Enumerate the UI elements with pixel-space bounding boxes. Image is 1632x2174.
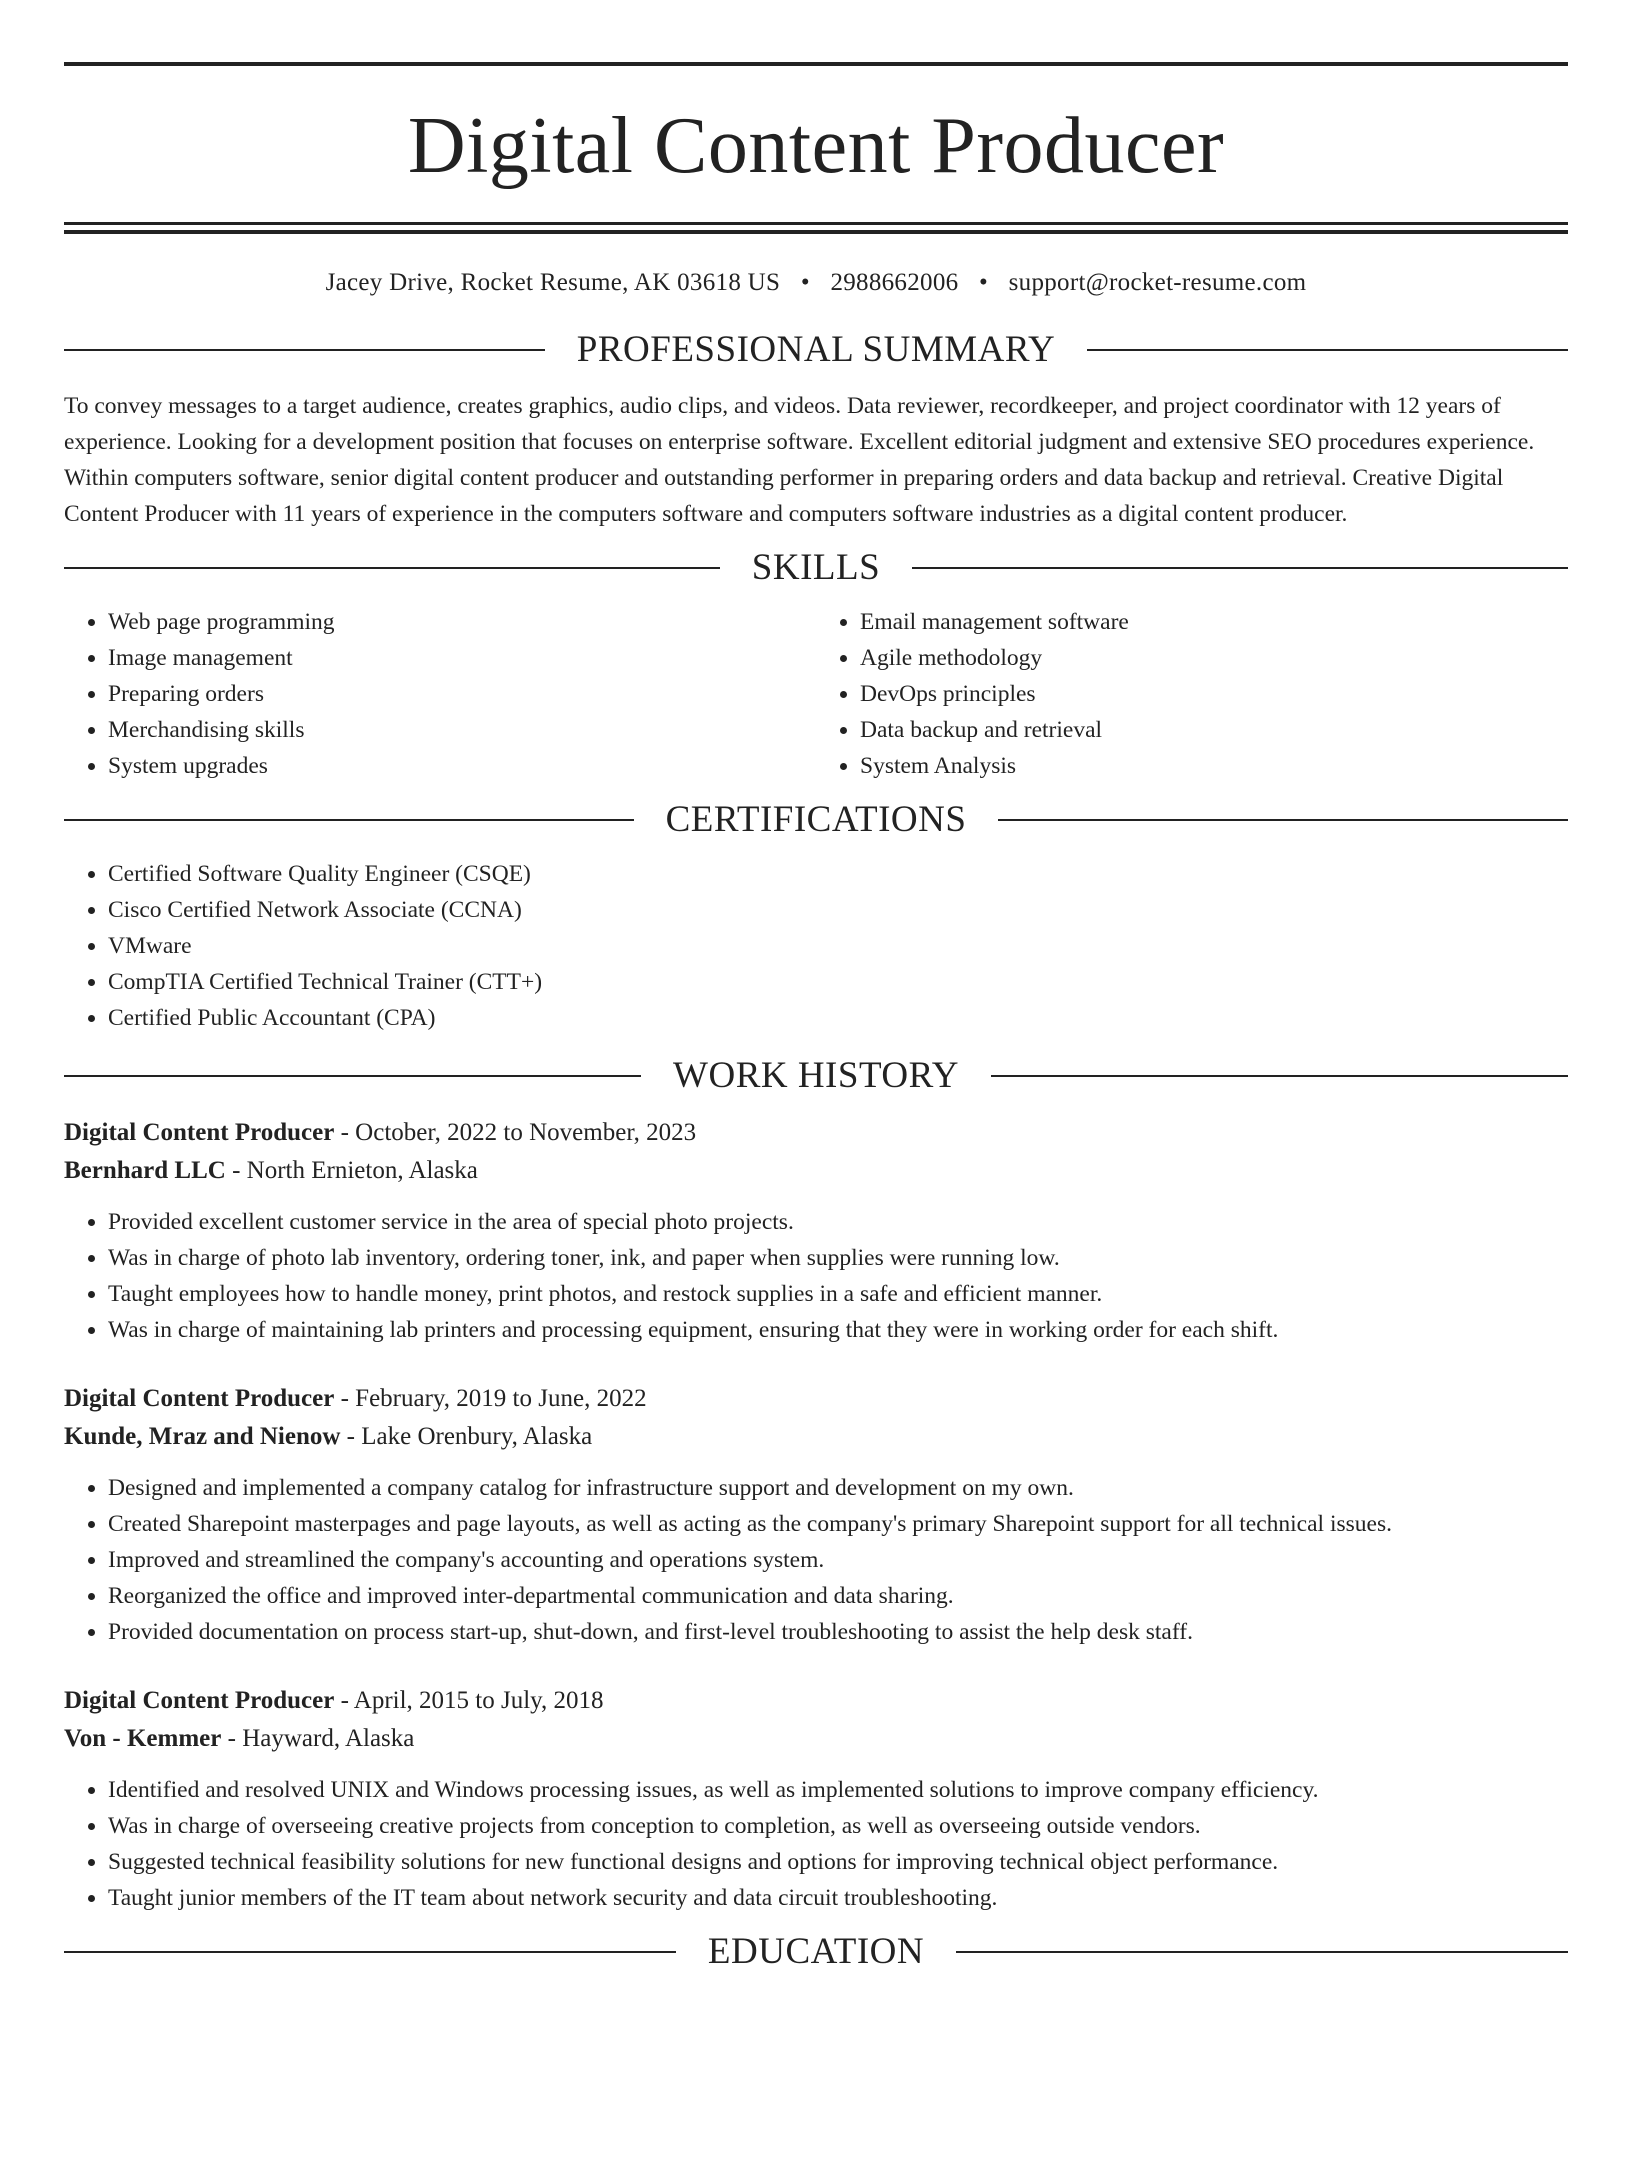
skill-item: • Preparing orders — [108, 676, 816, 712]
skill-item: • Data backup and retrieval — [860, 712, 1568, 748]
skill-item: • Merchandising skills — [108, 712, 816, 748]
contact-line — [64, 268, 1568, 298]
skill-item: • Image management — [108, 640, 816, 676]
certification-item: • Cisco Certified Network Associate (CCNA) — [108, 892, 1568, 928]
job-company: Kunde, Mraz and Nienow — [64, 1423, 341, 1450]
job-title-line — [64, 1114, 1568, 1152]
job-bullet: • Suggested technical feasibility solutions for new functional designs and options for improving technical object performance. — [108, 1844, 1568, 1880]
section-rule-right — [998, 819, 1568, 821]
job-location: - Hayward, Alaska — [221, 1725, 415, 1752]
skills-columns — [64, 604, 1568, 784]
section-rule-right — [991, 1075, 1568, 1077]
skill-item: • System Analysis — [860, 748, 1568, 784]
section-rule-left — [64, 349, 545, 351]
job-bullet: • Was in charge of photo lab inventory, ordering toner, ink, and paper when supplies were running low. — [108, 1240, 1568, 1276]
job-title: Digital Content Producer — [64, 1385, 335, 1412]
certifications-list — [64, 856, 1568, 1036]
certification-item: • VMware — [108, 928, 1568, 964]
resume-title: Digital Content Producer — [407, 102, 1225, 190]
skill-item: • DevOps principles — [860, 676, 1568, 712]
certification-item: • CompTIA Certified Technical Trainer (CTT+) — [108, 964, 1568, 1000]
job-bullet: • Reorganized the office and improved inter-departmental communication and data sharing. — [108, 1578, 1568, 1614]
section-title-skills: SKILLS — [751, 547, 881, 588]
job-company-line — [64, 1720, 1568, 1758]
resume-page — [0, 62, 1632, 2174]
job-entry — [64, 1380, 1568, 1650]
certification-item: • Certified Software Quality Engineer (CSQE) — [108, 856, 1568, 892]
job-bullet: • Provided documentation on process start-up, shut-down, and first-level troubleshooting to assist the help desk staff. — [108, 1614, 1568, 1650]
contact-separator: • — [979, 269, 989, 296]
job-bullet: • Designed and implemented a company catalog for infrastructure support and development on my own. — [108, 1470, 1568, 1506]
job-bullets — [64, 1470, 1568, 1650]
section-header-education — [64, 1930, 1568, 1974]
job-company: Bernhard LLC — [64, 1157, 226, 1184]
contact-email[interactable]: support@rocket-resume.com — [1008, 269, 1307, 296]
section-rule-left — [64, 1075, 641, 1077]
job-company: Von - Kemmer — [64, 1725, 222, 1752]
job-entry — [64, 1682, 1568, 1916]
section-rule-left — [64, 819, 634, 821]
job-bullet: • Created Sharepoint masterpages and page layouts, as well as acting as the company's primary Sharepoint support for all technical issues. — [108, 1506, 1568, 1542]
job-location: - Lake Orenbury, Alaska — [340, 1423, 593, 1450]
job-bullet: • Was in charge of maintaining lab printers and processing equipment, ensuring that they were in working order for each shift. — [108, 1312, 1568, 1348]
section-header-certifications — [64, 798, 1568, 842]
summary-text: To convey messages to a target audience, creates graphics, audio clips, and videos. Data reviewer, recordkeeper, and project coordinator with 12 years of experience. Looking for a development position that focuses on enterprise software. Excellent editorial judgment and extensive SEO procedures experience. Within computers software, senior digital content producer and outstanding performer in preparing orders and data backup and retrieval. Creative Digital Content Producer with 11 years of experience in the computers software and computers software industries as a digital content producer. — [64, 393, 1535, 527]
section-rule-right — [956, 1951, 1568, 1953]
skill-item: • System upgrades — [108, 748, 816, 784]
job-company-line — [64, 1418, 1568, 1456]
section-rule-left — [64, 567, 720, 569]
job-bullet: • Provided excellent customer service in the area of special photo projects. — [108, 1204, 1568, 1240]
skill-item: • Web page programming — [108, 604, 816, 640]
section-rule-left — [64, 1951, 676, 1953]
section-title-education: EDUCATION — [707, 1931, 925, 1972]
section-title-work: WORK HISTORY — [673, 1055, 959, 1096]
job-bullets — [64, 1204, 1568, 1348]
skills-list-right — [816, 604, 1568, 784]
skill-item: • Agile methodology — [860, 640, 1568, 676]
section-header-skills — [64, 546, 1568, 590]
job-bullets — [64, 1772, 1568, 1916]
title-double-rule — [64, 222, 1568, 234]
certification-item: • Certified Public Accountant (CPA) — [108, 1000, 1568, 1036]
job-bullet: • Taught junior members of the IT team about network security and data circuit troubleshooting. — [108, 1880, 1568, 1916]
job-dates: - October, 2022 to November, 2023 — [334, 1119, 697, 1146]
section-title-summary: PROFESSIONAL SUMMARY — [576, 329, 1056, 370]
job-bullet: • Identified and resolved UNIX and Windows processing issues, as well as implemented solutions to improve company efficiency. — [108, 1772, 1568, 1808]
job-dates: - April, 2015 to July, 2018 — [334, 1687, 604, 1714]
top-rule — [64, 62, 1568, 66]
job-entry — [64, 1114, 1568, 1348]
section-rule-right — [1087, 349, 1568, 351]
job-bullet: • Improved and streamlined the company's accounting and operations system. — [108, 1542, 1568, 1578]
job-title: Digital Content Producer — [64, 1687, 335, 1714]
section-header-work — [64, 1054, 1568, 1098]
contact-phone: 2988662006 — [830, 269, 959, 296]
job-bullet: • Taught employees how to handle money, print photos, and restock supplies in a safe and efficient manner. — [108, 1276, 1568, 1312]
contact-separator: • — [800, 269, 810, 296]
section-title-certifications: CERTIFICATIONS — [665, 799, 967, 840]
job-title-line — [64, 1682, 1568, 1720]
job-title: Digital Content Producer — [64, 1119, 335, 1146]
job-location: - North Ernieton, Alaska — [225, 1157, 478, 1184]
contact-address: Jacey Drive, Rocket Resume, AK 03618 US — [325, 269, 781, 296]
skills-list-left — [64, 604, 816, 784]
job-dates: - February, 2019 to June, 2022 — [334, 1385, 647, 1412]
section-header-summary — [64, 328, 1568, 372]
section-rule-right — [912, 567, 1568, 569]
job-title-line — [64, 1380, 1568, 1418]
job-bullet: • Was in charge of overseeing creative projects from conception to completion, as well as overseeing outside vendors. — [108, 1808, 1568, 1844]
skill-item: • Email management software — [860, 604, 1568, 640]
work-history-list — [64, 1114, 1568, 1916]
job-company-line — [64, 1152, 1568, 1190]
